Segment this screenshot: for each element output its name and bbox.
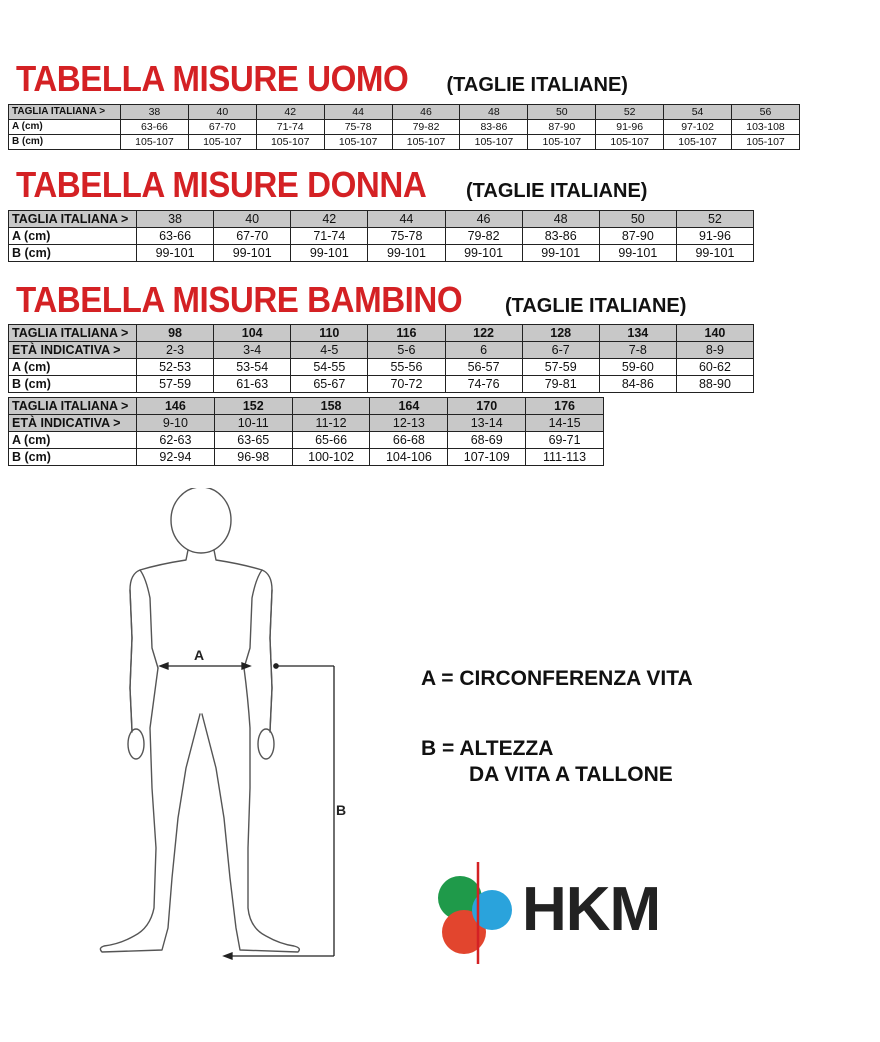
table-cell: 105-107 [664, 135, 732, 150]
table-cell: 69-71 [526, 432, 604, 449]
label-b: B [336, 802, 347, 818]
bambino-title: TABELLA MISURE BAMBINO [16, 279, 463, 320]
table-cell: 52-53 [137, 359, 214, 376]
table-cell: 116 [368, 325, 445, 342]
table-cell: 56 [732, 105, 800, 120]
body-measurement-figure [90, 488, 370, 968]
height-b-arrow-icon [224, 953, 232, 959]
table-cell: 79-82 [392, 120, 460, 135]
table-cell: 99-101 [676, 245, 753, 262]
table-cell: 87-90 [528, 120, 596, 135]
table-cell: 67-70 [188, 120, 256, 135]
table-cell: 91-96 [676, 228, 753, 245]
table-cell: 99-101 [599, 245, 676, 262]
table-cell: 105-107 [256, 135, 324, 150]
table-cell: 99-101 [291, 245, 368, 262]
uomo-heading [16, 58, 628, 100]
table-cell: 10-11 [214, 415, 292, 432]
legend-b-line1: B = ALTEZZA [421, 737, 554, 760]
table-cell: 57-59 [522, 359, 599, 376]
table-row [9, 211, 754, 228]
table-cell: 7-8 [599, 342, 676, 359]
table-cell: 74-76 [445, 376, 522, 393]
table-cell: 61-63 [214, 376, 291, 393]
donna-title: TABELLA MISURE DONNA [16, 164, 427, 205]
table-cell: 59-60 [599, 359, 676, 376]
table-cell: 146 [137, 398, 215, 415]
table-cell: 38 [137, 211, 214, 228]
table-cell: 60-62 [676, 359, 753, 376]
height-b-top-dot [274, 664, 278, 668]
table-row [9, 359, 754, 376]
table-row [9, 245, 754, 262]
table-cell: 122 [445, 325, 522, 342]
bambino-heading [16, 279, 686, 321]
table-cell: 105-107 [460, 135, 528, 150]
table-cell: 176 [526, 398, 604, 415]
table-cell: 87-90 [599, 228, 676, 245]
row-label: B (cm) [9, 449, 137, 466]
table-cell: 44 [368, 211, 445, 228]
table-cell: 40 [188, 105, 256, 120]
bambino-size-table-2 [8, 397, 604, 466]
row-label: B (cm) [9, 376, 137, 393]
table-cell: 71-74 [256, 120, 324, 135]
table-row [9, 120, 800, 135]
donna-heading [16, 164, 647, 206]
table-cell: 46 [445, 211, 522, 228]
bambino-size-table-1 [8, 324, 754, 393]
table-cell: 50 [599, 211, 676, 228]
table-cell: 54 [664, 105, 732, 120]
table-cell: 42 [291, 211, 368, 228]
table-cell: 4-5 [291, 342, 368, 359]
table-cell: 8-9 [676, 342, 753, 359]
figure-head [171, 488, 231, 553]
figure-right-hand [258, 729, 274, 759]
table-cell: 99-101 [445, 245, 522, 262]
uomo-size-table [8, 104, 800, 150]
table-cell: 170 [448, 398, 526, 415]
figure-left-arm [130, 570, 158, 730]
table-cell: 152 [214, 398, 292, 415]
table-cell: 56-57 [445, 359, 522, 376]
table-cell: 99-101 [522, 245, 599, 262]
table-cell: 140 [676, 325, 753, 342]
uomo-title: TABELLA MISURE UOMO [16, 58, 409, 99]
row-label: B (cm) [9, 245, 137, 262]
table-cell: 42 [256, 105, 324, 120]
table-cell: 40 [214, 211, 291, 228]
table-cell: 12-13 [370, 415, 448, 432]
table-cell: 98 [137, 325, 214, 342]
table-cell: 84-86 [599, 376, 676, 393]
table-cell: 6-7 [522, 342, 599, 359]
table-row [9, 432, 604, 449]
table-row [9, 415, 604, 432]
table-cell: 164 [370, 398, 448, 415]
table-cell: 68-69 [448, 432, 526, 449]
table-cell: 99-101 [214, 245, 291, 262]
table-cell: 79-81 [522, 376, 599, 393]
table-cell: 134 [599, 325, 676, 342]
table-cell: 97-102 [664, 120, 732, 135]
table-cell: 66-68 [370, 432, 448, 449]
table-cell: 63-66 [121, 120, 189, 135]
table-row [9, 228, 754, 245]
table-cell: 38 [121, 105, 189, 120]
hkm-circles-logo-icon [436, 862, 518, 964]
table-cell: 91-96 [596, 120, 664, 135]
table-cell: 55-56 [368, 359, 445, 376]
donna-subtitle: (TAGLIE ITALIANE) [465, 180, 648, 202]
row-label: B (cm) [9, 135, 121, 150]
figure-legs [100, 668, 299, 952]
table-cell: 3-4 [214, 342, 291, 359]
table-cell: 71-74 [291, 228, 368, 245]
label-a: A [194, 647, 205, 663]
table-cell: 88-90 [676, 376, 753, 393]
table-cell: 105-107 [324, 135, 392, 150]
row-label: ETÀ INDICATIVA > [9, 342, 137, 359]
table-cell: 99-101 [368, 245, 445, 262]
table-cell: 9-10 [137, 415, 215, 432]
row-label: A (cm) [9, 228, 137, 245]
table-cell: 105-107 [121, 135, 189, 150]
table-cell: 63-66 [137, 228, 214, 245]
table-cell: 75-78 [324, 120, 392, 135]
uomo-subtitle: (TAGLIE ITALIANE) [446, 74, 628, 96]
table-row [9, 325, 754, 342]
table-cell: 110 [291, 325, 368, 342]
donna-size-table [8, 210, 754, 262]
table-cell: 92-94 [137, 449, 215, 466]
table-cell: 105-107 [732, 135, 800, 150]
hkm-logo-text: HKM [522, 875, 661, 944]
table-cell: 128 [522, 325, 599, 342]
table-cell: 103-108 [732, 120, 800, 135]
row-label: A (cm) [9, 359, 137, 376]
table-cell: 105-107 [528, 135, 596, 150]
table-cell: 99-101 [137, 245, 214, 262]
table-row [9, 342, 754, 359]
table-cell: 48 [460, 105, 528, 120]
table-cell: 83-86 [522, 228, 599, 245]
legend-a: A = CIRCONFERENZA VITA [421, 667, 693, 690]
table-cell: 63-65 [214, 432, 292, 449]
bambino-subtitle: (TAGLIE ITALIANE) [504, 295, 687, 317]
row-label: TAGLIA ITALIANA > [9, 398, 137, 415]
table-cell: 50 [528, 105, 596, 120]
table-cell: 104-106 [370, 449, 448, 466]
table-row [9, 135, 800, 150]
table-cell: 46 [392, 105, 460, 120]
table-cell: 52 [676, 211, 753, 228]
table-cell: 100-102 [292, 449, 370, 466]
table-cell: 96-98 [214, 449, 292, 466]
table-cell: 65-66 [292, 432, 370, 449]
waist-a-arrow-left-icon [160, 663, 168, 669]
table-cell: 111-113 [526, 449, 604, 466]
table-cell: 11-12 [292, 415, 370, 432]
row-label: ETÀ INDICATIVA > [9, 415, 137, 432]
row-label: A (cm) [9, 432, 137, 449]
table-cell: 107-109 [448, 449, 526, 466]
table-cell: 158 [292, 398, 370, 415]
table-cell: 105-107 [596, 135, 664, 150]
table-cell: 75-78 [368, 228, 445, 245]
figure-left-hand [128, 729, 144, 759]
table-cell: 104 [214, 325, 291, 342]
legend-b-line2: DA VITA A TALLONE [469, 763, 673, 786]
row-label: TAGLIA ITALIANA > [9, 211, 137, 228]
table-cell: 57-59 [137, 376, 214, 393]
table-row [9, 449, 604, 466]
table-row [9, 105, 800, 120]
table-row [9, 398, 604, 415]
table-cell: 70-72 [368, 376, 445, 393]
table-cell: 48 [522, 211, 599, 228]
table-cell: 44 [324, 105, 392, 120]
table-cell: 65-67 [291, 376, 368, 393]
table-cell: 6 [445, 342, 522, 359]
table-cell: 53-54 [214, 359, 291, 376]
row-label: A (cm) [9, 120, 121, 135]
table-cell: 2-3 [137, 342, 214, 359]
table-cell: 14-15 [526, 415, 604, 432]
waist-a-arrow-right-icon [242, 663, 250, 669]
table-cell: 52 [596, 105, 664, 120]
row-label: TAGLIA ITALIANA > [9, 105, 121, 120]
table-cell: 13-14 [448, 415, 526, 432]
table-cell: 79-82 [445, 228, 522, 245]
table-cell: 62-63 [137, 432, 215, 449]
row-label: TAGLIA ITALIANA > [9, 325, 137, 342]
table-cell: 83-86 [460, 120, 528, 135]
table-cell: 67-70 [214, 228, 291, 245]
table-row [9, 376, 754, 393]
table-cell: 54-55 [291, 359, 368, 376]
table-cell: 105-107 [188, 135, 256, 150]
table-cell: 5-6 [368, 342, 445, 359]
table-cell: 105-107 [392, 135, 460, 150]
